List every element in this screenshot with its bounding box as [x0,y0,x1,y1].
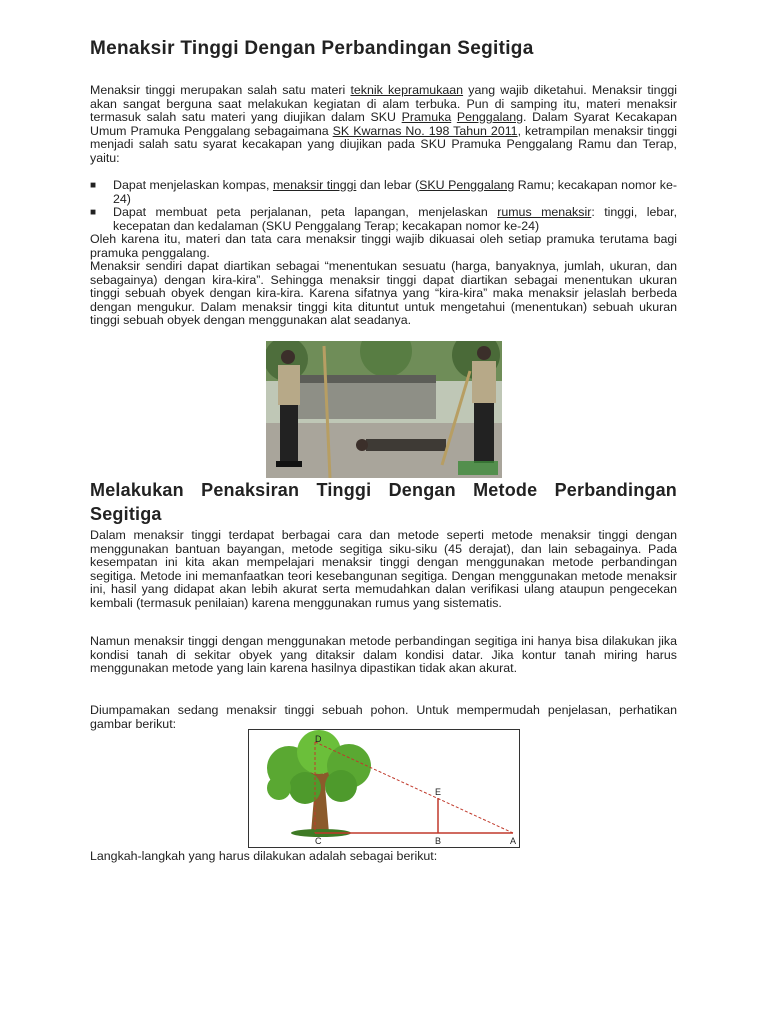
paragraph-flat-ground: Namun menaksir tinggi dengan menggunakan metode perbandingan segitiga ini hanya bisa dilakukan jika kondisi tanah di sekitar obyek yang ditaksir dalam kondisi datar. Jika kontur tanah miring harus menggunakan metode yang lain karena hasilnya dipastikan tidak akan akurat. [90,634,677,676]
scout-right [472,346,496,463]
label-d: D [315,734,322,744]
requirements-list [90,179,677,233]
label-e: E [435,787,442,797]
triangle-diagram-svg [249,730,519,847]
intro-paragraph [90,84,677,166]
paragraph-example: Diumpamakan sedang menaksir tinggi sebuah pohon. Untuk mempermudah penjelasan, perhatikan gambar berikut: [90,703,677,731]
scout-lying [356,439,446,451]
list-item: ■ Dapat menjelaskan kompas, menaksir tinggi dan lebar (SKU Penggalang Ramu; kecakapan nomor ke-24) [90,178,677,206]
intro-text-2: yang wajib diketahui. Menaksir tinggi akan sangat berguna saat melakukan kegiatan di alam terbuka. Pun di samping itu, materi menaksir termasuk salah satu materi yang diujikan dalam SKU [90,83,677,125]
intro-text-1: Menaksir tinggi merupakan salah satu materi [90,83,351,97]
link-penggalang[interactable]: Penggalang [456,110,524,125]
tree-icon [267,730,371,837]
link-pramuka[interactable]: Pramuka [401,110,452,125]
paragraph-oleh-karena: Oleh karena itu, materi dan tata cara menaksir tinggi wajib dikuasai oleh setiap pramuka terutama bagi pramuka penggalang. [90,232,677,260]
paragraph-methods: Dalam menaksir tinggi terdapat berbagai cara dan metode seperti metode menaksir tinggi dengan menggunakan bantuan bayangan, metode segitiga siku-siku (45 derajat), dan lain sebagainya. Pada kesempatan ini kita akan mempelajari menaksir tinggi dengan menggunakan metode perbandingan segitiga. Metode ini memanfaatkan teori kesebangunan segitiga. Dengan menggunakan metode menaksir ini, hasil yang didapat akan lebih akurat serta memudahkan dalan verifikasi ulang ataupun pengecekan kembali (termasuk penilaian) karena menggunakan rumus yang sistematis. [90,528,677,610]
triangle-diagram [248,729,520,848]
link-rumus-menaksir[interactable]: rumus menaksir [497,205,592,220]
link-sk-kwarnas[interactable]: SK Kwarnas No. 198 Tahun 2011 [332,123,518,138]
intro-text-4: , ketrampilan menaksir tinggi menjadi salah satu syarat kecakapan yang diujikan pada SKU Pramuka Penggalang Ramu dan Terap, yaitu: [90,123,677,165]
link-menaksir-tinggi[interactable]: menaksir tinggi [272,178,357,192]
bullet-marker-icon: ■ [90,180,97,191]
photo-watermark [458,461,498,475]
label-b: B [435,836,442,846]
page-title: Menaksir Tinggi Dengan Perbandingan Segitiga [90,38,534,59]
label-c: C [315,836,322,846]
link-teknik-kepramukaan[interactable]: teknik kepramukaan [350,83,464,97]
link-sku-penggalang[interactable]: SKU Penggalang [419,178,515,192]
section-title: Melakukan Penaksiran Tinggi Dengan Metode Perbandingan Segitiga [90,480,677,524]
label-a: A [510,836,517,846]
scouts-photo [266,341,502,478]
paragraph-steps: Langkah-langkah yang harus dilakukan adalah sebagai berikut: [90,849,438,863]
list-item: ■ Dapat membuat peta perjalanan, peta lapangan, menjelaskan rumus menaksir: tinggi, lebar, kecepatan dan kedalaman (SKU Penggalang Terap; kecakapan nomor ke-24) [90,205,678,233]
intro-text-3: . Dalam Syarat Kecakapan Umum Pramuka Penggalang sebagaimana [90,110,677,138]
photo-building [296,379,436,419]
bullet-marker-icon: ■ [90,207,97,219]
paragraph-definition: Menaksir sendiri dapat diartikan sebagai “menentukan sesuatu (harga, banyaknya, jumlah, ukuran, dan sebagainya) dengan kira-kira”. Sehingga menaksir tinggi dapat diartikan sebagai menentukan ukuran tinggi sebuah obyek dengan kira-kira. Karena sifatnya yang “kira-kira” maka menaksir jelaslah berbeda dengan mengukur. Dalam menaksir tinggi kita dituntut untuk mengetahui (menentukan) sebuah ukuran tinggi sebuah obyek dengan menggunakan alat seadanya. [90,259,677,328]
